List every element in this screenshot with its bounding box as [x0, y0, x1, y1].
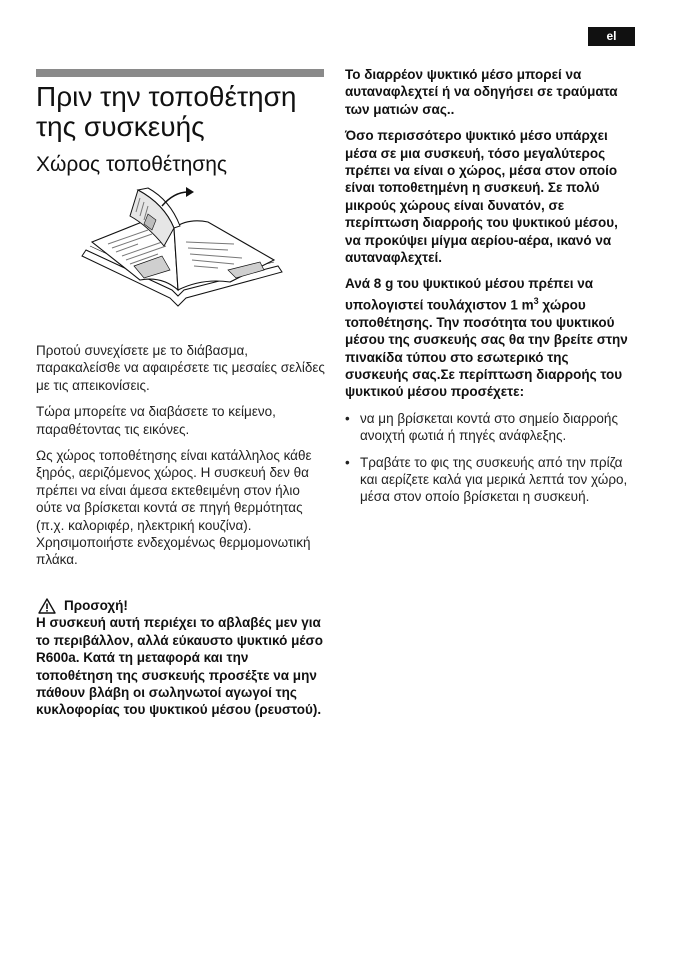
warning-text: Η συσκευή αυτή περιέχει το αβλαβές μεν για το περιβάλλον, αλλά εύκαυστο ψυκτικό μέσο R600a. Κατά τη μεταφορά και την τοποθέτηση της συσκευής προσέξτε να μην πάθουν βλάβη οι σωληνωτοί αγωγοί της κυκλοφορίας του ψυκτικού μέσου (ρευστού). — [36, 615, 323, 718]
text-run: Ανά 8 g του ψυκτικού μέσου πρέπει να υπολογιστεί τουλάχιστον 1 m — [345, 276, 594, 313]
warning-label: Προσοχή! — [64, 598, 128, 613]
open-manual-icon — [78, 186, 284, 316]
bullet-icon: • — [345, 410, 350, 426]
warning-heading — [36, 597, 328, 614]
paragraph: Ως χώρος τοποθέτησης είναι κατάλληλος κάθε ξηρός, αεριζόμενος χώρος. Η συσκευή δεν θα πρέπει να είναι άμεσα εκτεθειμένη στον ήλιο ούτε να βρίσκεται κοντά σε πηγή θερμότητας (π.χ. καλοριφέρ, ηλεκτρική κουζίνα). Χρησιμοποιήστε ενδεχομένως θερμομονωτική πλάκα. — [36, 448, 312, 568]
right-column — [345, 66, 630, 515]
intro-text — [36, 342, 326, 578]
text-run: χώρου τοποθέτησης. Την ποσότητα του ψυκτικού μέσου της συσκευής σας θα την βρείτε στην πινακίδα τύπου στο εσωτερικό της συσκευής σας.Σε περίπτωση διαρροής του ψυκτικού μέσου προσέχετε: — [345, 297, 628, 400]
section-divider — [36, 69, 324, 77]
warning-box — [36, 597, 328, 719]
paragraph: Όσο περισσότερο ψυκτικό μέσο υπάρχει μέσα σε μια συσκευή, τόσο μεγαλύτερος πρέπει να είναι ο χώρος, μέσα στον οποίο είναι τοποθετημένη η συσκευή. Σε πολύ μικρούς χώρους είναι δυνατόν, σε περίπτωση διαρροής του ψυκτικού μέσου, να προκύψει μίγμα αερίου-αέρα, ικανό να αυταναφλεχτεί. — [345, 128, 618, 266]
warning-triangle-icon — [38, 598, 56, 614]
list-item — [345, 410, 630, 445]
bullet-list — [345, 410, 630, 506]
section-heading: Χώρος τοποθέτησης — [36, 153, 228, 176]
list-item-text: να μη βρίσκεται κοντά στο σημείο διαρροής ανοιχτή φωτιά ή πηγές ανάφλεξης. — [360, 410, 618, 444]
paragraph: Τώρα μπορείτε να διαβάσετε το κείμενο, παραθέτοντας τις εικόνες. — [36, 404, 276, 437]
paragraph: Το διαρρέον ψυκτικό μέσο μπορεί να αυταναφλεχτεί ή να οδηγήσει σε τραύματα των ματιών σας.. — [345, 67, 618, 117]
list-item — [345, 454, 630, 506]
superscript: 3 — [533, 295, 539, 306]
paragraph — [345, 275, 630, 400]
paragraph: Προτού συνεχίσετε με το διάβασμα, παρακαλείσθε να αφαιρέσετε τις μεσαίες σελίδες με τις απεικονίσεις. — [36, 343, 325, 393]
list-item-text: Τραβάτε το φις της συσκευής από την πρίζα και αερίζετε καλά για μερικά λεπτά τον χώρο, μέσα στον οποίο βρίσκεται η συσκευή. — [360, 454, 628, 505]
language-tag: el — [588, 27, 635, 46]
bullet-icon: • — [345, 454, 350, 470]
page-title: Πριν την τοποθέτηση της συσκευής — [36, 81, 297, 142]
